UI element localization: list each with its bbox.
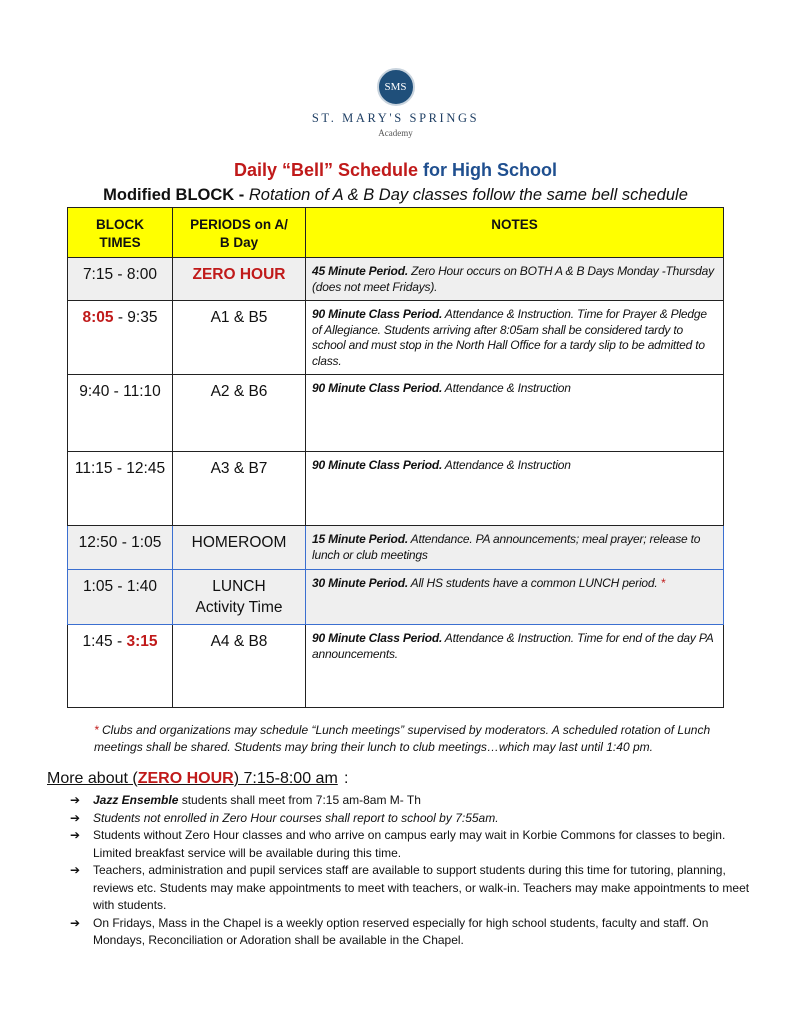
bullet-text: Teachers, administration and pupil services staff are available to support students during this time for tutoring, planning, reviews etc. Students may make appointments to meet with teachers, or walk-in. Teachers may make appointments to meet with students. (93, 863, 750, 912)
list-item (70, 862, 750, 915)
heading-post: ) 7:15-8:00 am (233, 770, 338, 787)
note-bold: 90 Minute Class Period. (312, 458, 443, 472)
arrow-bullet-icon: ➔ (70, 810, 81, 825)
block-time (68, 625, 173, 708)
header-notes: NOTES (306, 208, 724, 258)
school-name: ST. MARY'S SPRINGS (311, 111, 480, 125)
note (306, 526, 724, 570)
note-text: Zero Hour occurs on BOTH A & B Days Monday -Thursday (does not meet Fridays). (312, 264, 714, 294)
table-header (68, 208, 724, 258)
block-time (68, 301, 173, 375)
list-item (70, 792, 750, 810)
list-item (70, 915, 750, 950)
note-text: All HS students have a common LUNCH period. (407, 576, 658, 590)
period: A3 & B7 (173, 452, 306, 526)
block-time (68, 452, 173, 526)
bullet-text: On Fridays, Mass in the Chapel is a weekly option reserved especially for high school students, faculty and staff. On Mondays, Reconciliation or Adoration shall be available in the Chapel. (93, 915, 709, 947)
zero-hour-list (70, 792, 750, 950)
heading-zero-hour: ZERO HOUR (137, 770, 234, 787)
note (306, 625, 724, 708)
note-bold: 90 Minute Class Period. (312, 631, 443, 645)
zero-hour-heading (47, 770, 338, 788)
bullet-text: students shall meet from 7:15 am-8am M- Th (178, 793, 421, 807)
block-time (68, 375, 173, 452)
arrow-bullet-icon: ➔ (70, 863, 81, 877)
arrow-bullet-icon: ➔ (70, 915, 81, 930)
note-text: Attendance. PA announcements; meal prayer; release to lunch or club meetings (312, 532, 701, 562)
title-red: Daily “Bell” Schedule (233, 160, 419, 180)
block-time (68, 258, 173, 301)
time-text: 7:15 - 8:00 (82, 266, 158, 283)
footnote-text: Clubs and organizations may schedule “Lunch meetings” supervised by moderators. A scheduled rotation of Lunch meetings shall be shared. Students may bring their lunch to club meetings…which may last until 1:40 pm. (94, 723, 711, 754)
footnote (94, 722, 734, 756)
note-bold: 90 Minute Class Period. (312, 381, 443, 395)
bullet-text: Students without Zero Hour classes and who arrive on campus early may wait in Korbie Commons for classes to begin. Limited breakfast service will be available during this time. (93, 828, 726, 860)
note (306, 258, 724, 301)
block-time (68, 526, 173, 570)
time-text: 1:45 - (82, 633, 127, 650)
school-logo (0, 68, 791, 138)
table-row (68, 625, 724, 708)
note-star: * (657, 576, 666, 590)
page-title (0, 160, 791, 181)
list-item (70, 810, 750, 828)
note-bold: 90 Minute Class Period. (312, 307, 443, 321)
time-text: 11:15 - 12:45 (74, 460, 166, 477)
time-text: - 9:35 (113, 309, 158, 326)
time-text: 9:40 - 11:10 (79, 383, 161, 400)
note (306, 301, 724, 375)
schedule-table (67, 207, 724, 708)
note-bold: 15 Minute Period. (312, 532, 408, 546)
footnote-star: * (94, 723, 99, 737)
note-text: Attendance & Instruction. Time for end of the day PA announcements. (312, 631, 714, 661)
time-red: 8:05 (82, 309, 114, 326)
period: HOMEROOM (173, 526, 306, 570)
note-bold: 45 Minute Period. (312, 264, 408, 278)
table-row (68, 375, 724, 452)
period: A2 & B6 (173, 375, 306, 452)
table-row (68, 301, 724, 375)
note (306, 375, 724, 452)
period: LUNCH Activity Time (173, 570, 306, 625)
school-subname: Academy (378, 128, 413, 138)
note-bold: 30 Minute Period. (312, 576, 408, 590)
note (306, 452, 724, 526)
logo-seal: SMS (377, 68, 415, 106)
period: A4 & B8 (173, 625, 306, 708)
page-subtitle (0, 186, 791, 205)
heading-colon: : (344, 770, 349, 787)
table-row (68, 258, 724, 301)
heading-pre: More about ( (47, 770, 138, 787)
subtitle-italic: Rotation of A & B Day classes follow the same bell schedule (248, 186, 688, 204)
title-blue: for High School (423, 160, 558, 180)
note-text: Attendance & Instruction (442, 381, 571, 395)
table-row (68, 526, 724, 570)
arrow-bullet-icon: ➔ (70, 828, 81, 842)
table-row (68, 570, 724, 625)
period: A1 & B5 (173, 301, 306, 375)
bullet-text: Students not enrolled in Zero Hour courses shall report to school by 7:55am. (93, 810, 499, 825)
table-row (68, 452, 724, 526)
header-periods: PERIODS on A/ B Day (173, 208, 306, 258)
time-text: 12:50 - 1:05 (78, 534, 162, 551)
block-time (68, 570, 173, 625)
time-red-end: 3:15 (126, 633, 158, 650)
arrow-bullet-icon: ➔ (70, 793, 81, 807)
note (306, 570, 724, 625)
header-block-times: BLOCK TIMES (68, 208, 173, 258)
subtitle-bold: Modified BLOCK - (103, 186, 245, 204)
period: ZERO HOUR (173, 258, 306, 301)
note-text: Attendance & Instruction. Time for Prayer & Pledge of Allegiance. Students arriving after 8:05am shall be considered tardy to school and must stop in the North Hall Office for a tardy slip to be admitted to class. (312, 307, 707, 368)
bullet-bold: Jazz Ensemble (93, 793, 179, 807)
time-text: 1:05 - 1:40 (82, 578, 158, 595)
note-text: Attendance & Instruction (442, 458, 571, 472)
list-item (70, 827, 750, 862)
